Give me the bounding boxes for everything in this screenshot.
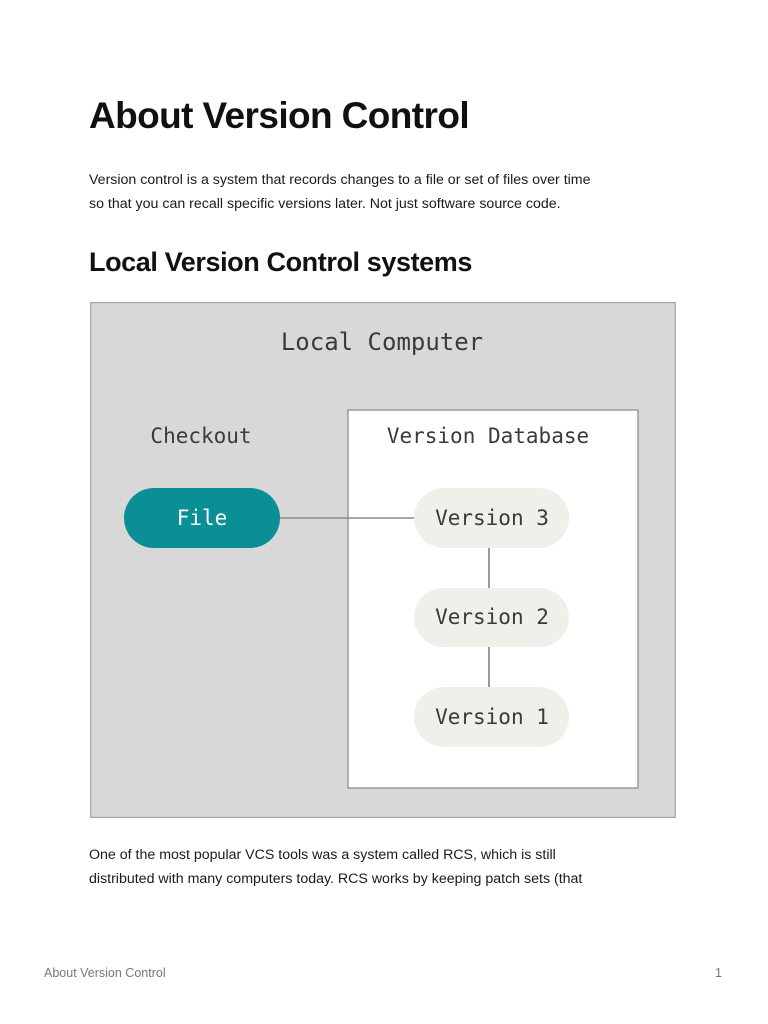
footer-page-number: 1: [715, 966, 722, 980]
version-database-label: Version Database: [386, 424, 590, 448]
footer-title: About Version Control: [44, 966, 166, 980]
version-1-label: Version 1: [435, 705, 549, 729]
section-heading: Local Version Control systems: [89, 247, 473, 277]
intro-line-2: so that you can recall specific versions later. Not just software source code.: [89, 196, 561, 212]
intro-line-1: Version control is a system that records changes to a file or set of files over time: [89, 172, 591, 188]
diagram-canvas: [90, 302, 676, 818]
version-3-label: Version 3: [435, 506, 549, 530]
checkout-label: Checkout: [150, 424, 252, 448]
file-label: File: [176, 506, 228, 530]
local-vcs-diagram: [90, 302, 676, 818]
intro-paragraph: [89, 168, 689, 216]
body-paragraph: [89, 843, 689, 891]
page-title: About Version Control: [89, 95, 470, 136]
local-computer-label: Local Computer: [280, 328, 484, 356]
body-line-1: One of the most popular VCS tools was a system called RCS, which is still: [89, 847, 556, 863]
version-2-label: Version 2: [435, 605, 549, 629]
body-line-2: distributed with many computers today. RCS works by keeping patch sets (that: [89, 871, 583, 887]
